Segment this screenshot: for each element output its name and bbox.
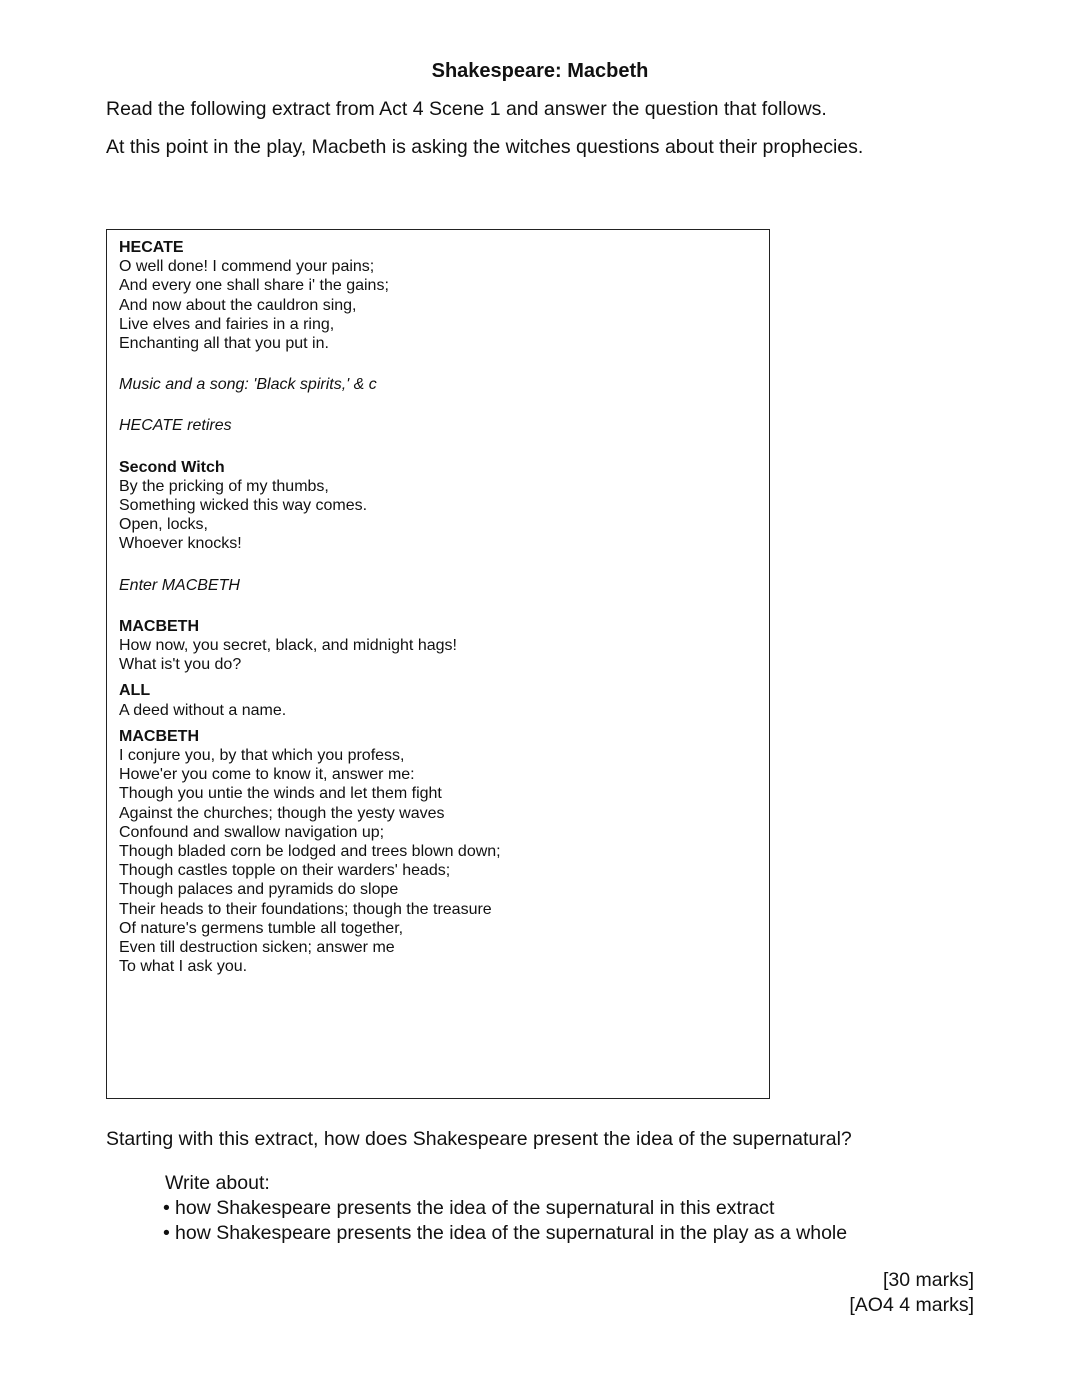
intro-context: At this point in the play, Macbeth is asking the witches questions about their prophecies. (106, 136, 864, 158)
macbeth-line: Though palaces and pyramids do slope (119, 881, 399, 899)
page-title: Shakespeare: Macbeth (431, 60, 649, 82)
stage-direction-music: Music and a song: 'Black spirits,' & c (119, 376, 377, 394)
speaker-second-witch: Second Witch (119, 458, 225, 476)
ao4-marks: [AO4 4 marks] (849, 1294, 974, 1316)
macbeth-line: Against the churches; though the yesty waves (119, 804, 445, 822)
second-witch-line: Whoever knocks! (119, 535, 242, 553)
second-witch-line: Open, locks, (119, 516, 208, 534)
marks-allocation (849, 1268, 974, 1318)
macbeth-line: To what I ask you. (119, 958, 248, 976)
write-about-label: Write about: (165, 1172, 270, 1194)
hecate-line: O well done! I commend your pains; (119, 258, 375, 276)
second-witch-line: Something wicked this way comes. (119, 497, 368, 515)
macbeth-line: Howe'er you come to know it, answer me: (119, 766, 415, 784)
macbeth-line: How now, you secret, black, and midnight hags! (119, 637, 457, 655)
question-text: Starting with this extract, how does Shakespeare present the idea of the supernatural? (106, 1128, 852, 1150)
macbeth-line: What is't you do? (119, 656, 242, 674)
macbeth-line: Though castles topple on their warders' heads; (119, 862, 451, 880)
bullet-text: how Shakespeare presents the idea of the supernatural in this extract (175, 1197, 775, 1219)
macbeth-line: Their heads to their foundations; though the treasure (119, 900, 492, 918)
all-line: A deed without a name. (119, 701, 287, 719)
stage-direction-enter-macbeth: Enter MACBETH (119, 576, 240, 594)
write-about-section (165, 1171, 847, 1246)
bullet-item (163, 1196, 847, 1221)
second-witch-line: By the pricking of my thumbs, (119, 477, 329, 495)
speaker-hecate: HECATE (119, 239, 184, 256)
bullet-icon: • (163, 1197, 170, 1219)
total-marks: [30 marks] (882, 1269, 974, 1291)
macbeth-line: Of nature's germens tumble all together, (119, 919, 404, 937)
speaker-macbeth: MACBETH (119, 617, 199, 635)
extract-text (119, 238, 501, 977)
speaker-macbeth: MACBETH (119, 727, 199, 745)
hecate-line: And every one shall share i' the gains; (119, 277, 389, 295)
bullet-icon: • (163, 1222, 170, 1244)
speaker-all: ALL (119, 682, 151, 700)
macbeth-line: Though you untie the winds and let them fight (119, 785, 442, 803)
macbeth-line: Confound and swallow navigation up; (119, 823, 385, 841)
bullet-item (163, 1221, 847, 1246)
extract-box (106, 229, 770, 1099)
stage-direction-hecate-retires: HECATE retires (119, 417, 232, 435)
macbeth-line: Though bladed corn be lodged and trees blown down; (119, 843, 501, 861)
hecate-line: Live elves and fairies in a ring, (119, 315, 335, 333)
intro-instruction: Read the following extract from Act 4 Scene 1 and answer the question that follows. (106, 98, 827, 120)
hecate-line: And now about the cauldron sing, (119, 296, 357, 314)
hecate-line: Enchanting all that you put in. (119, 335, 329, 353)
macbeth-line: Even till destruction sicken; answer me (119, 939, 395, 957)
macbeth-line: I conjure you, by that which you profess, (119, 747, 405, 765)
bullet-text: how Shakespeare presents the idea of the supernatural in the play as a whole (175, 1222, 848, 1244)
